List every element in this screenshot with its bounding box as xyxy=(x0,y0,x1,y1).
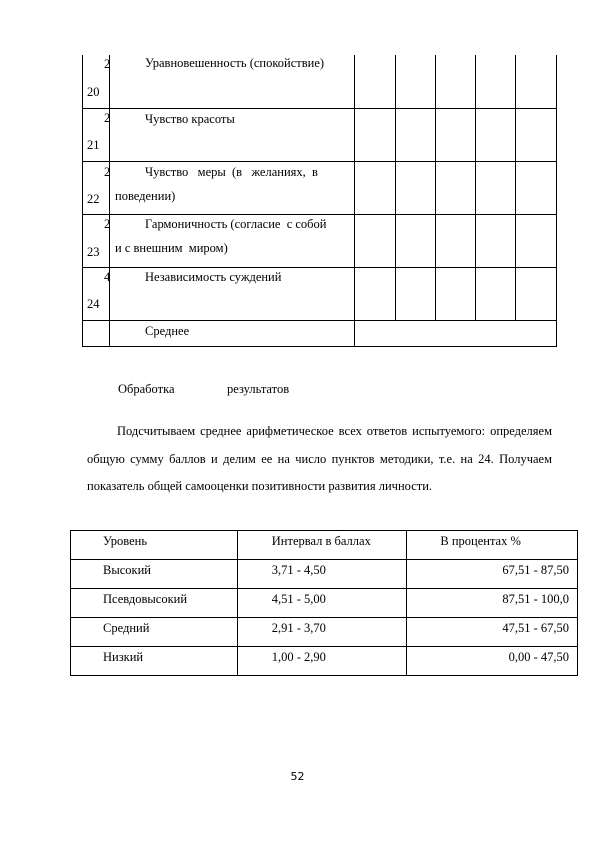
page-number: 52 xyxy=(290,770,305,783)
interval-cell: 3,71 - 4,50 xyxy=(271,563,326,577)
row-criterion-cont: и с внешним миром) xyxy=(115,241,228,255)
table-row xyxy=(71,589,578,618)
level-cell: Псевдовысокий xyxy=(103,592,188,606)
table-row xyxy=(71,647,578,676)
interval-cell: 1,00 - 2,90 xyxy=(271,650,326,664)
row-criterion: Чувство красоты xyxy=(145,112,235,126)
row-number: 22 xyxy=(87,192,100,206)
row-digit: 2 xyxy=(104,111,111,125)
row-digit: 2 xyxy=(104,217,111,231)
row-criterion: Уравновешенность (спокойствие) xyxy=(145,56,325,70)
table-row xyxy=(71,560,578,589)
percent-cell: 47,51 - 67,50 xyxy=(502,621,569,635)
criteria-table xyxy=(82,55,557,347)
row-criterion: Независимость суждений xyxy=(145,270,282,284)
section-heading: Обработка результатов xyxy=(118,382,290,396)
row-number: 20 xyxy=(87,85,100,99)
column-header: Уровень xyxy=(103,534,148,548)
level-cell: Высокий xyxy=(103,563,151,577)
levels-table xyxy=(70,530,578,676)
interval-cell: 2,91 - 3,70 xyxy=(271,621,326,635)
column-header: В процентах % xyxy=(440,534,521,548)
percent-cell: 0,00 - 47,50 xyxy=(508,650,569,664)
percent-cell: 87,51 - 100,0 xyxy=(502,592,569,606)
column-header: Интервал в баллах xyxy=(271,534,371,548)
row-criterion: Гармоничность (согласие с собой xyxy=(145,217,327,231)
level-cell: Средний xyxy=(103,621,150,635)
row-digit: 2 xyxy=(104,57,111,71)
average-label: Среднее xyxy=(145,324,190,338)
row-digit: 2 xyxy=(104,165,111,179)
row-criterion-cont: поведении) xyxy=(115,189,176,203)
row-number: 21 xyxy=(87,138,100,152)
table-header-row xyxy=(71,531,578,560)
table-row xyxy=(71,618,578,647)
row-digit: 4 xyxy=(104,270,111,284)
row-number: 23 xyxy=(87,245,100,259)
row-criterion: Чувство меры (в желаниях, в xyxy=(145,165,318,179)
level-cell: Низкий xyxy=(103,650,144,664)
interval-cell: 4,51 - 5,00 xyxy=(271,592,326,606)
percent-cell: 67,51 - 87,50 xyxy=(502,563,569,577)
row-number: 24 xyxy=(87,297,100,311)
body-paragraph: Подсчитываем среднее арифметическое всех ответов испытуемого: определяем общую сумму баллов и делим ее на число пунктов методики, т.е. на 24. Получаем показатель общей самооценки позитивности развития личности. xyxy=(87,424,552,493)
